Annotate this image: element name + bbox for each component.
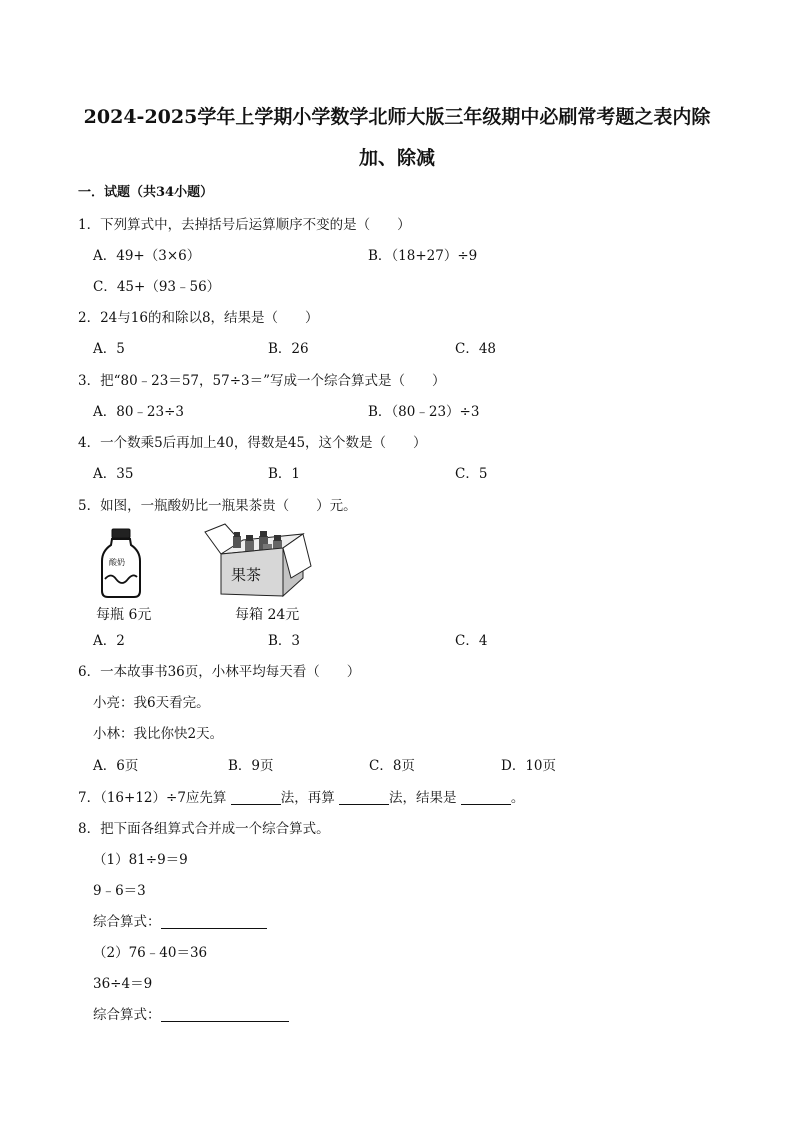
question-7-part-4: 。 — [510, 790, 525, 806]
question-6-line-1: 小亮：我6天看完。 — [93, 695, 210, 711]
question-4-option-b: B．1 — [268, 466, 301, 482]
question-4-option-c: C．5 — [455, 466, 488, 482]
question-1-option-b: B．（18+27）÷9 — [368, 248, 478, 264]
answer-blank-2[interactable] — [161, 1007, 289, 1022]
question-5-option-c: C．4 — [455, 633, 488, 649]
question-7-blank-3[interactable] — [461, 790, 511, 805]
question-1-option-a: A．49+（3×6） — [93, 248, 201, 264]
question-3-option-a: A．80﹣23÷3 — [93, 404, 185, 420]
question-8-sub-1-line-1: （1）81÷9＝9 — [93, 852, 188, 868]
question-2-option-a: A．5 — [93, 341, 125, 357]
question-8-sub-2-answer — [93, 1006, 289, 1024]
question-4-option-a: A．35 — [93, 466, 134, 482]
question-8-stem: 8．把下面各组算式合并成一个综合算式。 — [78, 821, 330, 837]
question-7-part-3: 法，结果是 — [389, 790, 457, 806]
answer-label: 综合算式： — [93, 914, 161, 930]
bottle-label: 酸奶 — [109, 558, 125, 567]
question-6-option-a: A．6页 — [93, 758, 139, 774]
question-1-option-c: C．45+（93﹣56） — [93, 279, 221, 295]
question-5-option-a: A．2 — [93, 633, 125, 649]
box-label: 果茶 — [231, 566, 262, 584]
answer-label: 综合算式： — [93, 1007, 161, 1023]
question-7-blank-2[interactable] — [339, 790, 389, 805]
question-5-stem: 5．如图，一瓶酸奶比一瓶果茶贵（ ）元。 — [78, 498, 357, 514]
question-6-line-2: 小林：我比你快2天。 — [93, 726, 224, 742]
question-6-option-b: B．9页 — [228, 758, 274, 774]
yogurt-bottle-illustration — [100, 527, 142, 599]
question-8-sub-1-line-2: 9﹣6＝3 — [93, 883, 146, 899]
question-6-stem: 6．一本故事书36页，小林平均每天看（ ） — [78, 664, 361, 680]
question-6-option-d: D．10页 — [501, 758, 557, 774]
bottle-price-caption: 每瓶 6元 — [96, 607, 152, 623]
answer-blank-1[interactable] — [161, 914, 267, 929]
question-2-option-c: C．48 — [455, 341, 497, 357]
question-5-option-b: B．3 — [268, 633, 301, 649]
question-7 — [78, 789, 524, 807]
question-4-stem: 4．一个数乘5后再加上40，得数是45，这个数是（ ） — [78, 435, 427, 451]
question-8-sub-1-answer — [93, 913, 267, 931]
question-7-part-1: 7．（16+12）÷7应先算 — [78, 790, 227, 806]
tea-box-illustration — [203, 522, 313, 600]
question-3-option-b: B．（80﹣23）÷3 — [368, 404, 480, 420]
question-6-option-c: C．8页 — [369, 758, 415, 774]
question-7-blank-1[interactable] — [231, 790, 281, 805]
box-price-caption: 每箱 24元 — [235, 607, 300, 623]
question-3-stem: 3．把“80﹣23＝57，57÷3＝”写成一个综合算式是（ ） — [78, 373, 446, 389]
question-2-stem: 2．24与16的和除以8，结果是（ ） — [78, 310, 319, 326]
question-8-sub-2-line-1: （2）76﹣40＝36 — [93, 945, 208, 961]
section-heading: 一．试题（共34小题） — [78, 185, 214, 200]
page-title-line-1: 2024-2025学年上学期小学数学北师大版三年级期中必刷常考题之表内除 — [83, 106, 711, 128]
question-2-option-b: B．26 — [268, 341, 309, 357]
page-title-line-2: 加、除减 — [358, 147, 435, 169]
question-8-sub-2-line-2: 36÷4＝9 — [93, 976, 153, 992]
question-1-stem: 1．下列算式中，去掉括号后运算顺序不变的是（ ） — [78, 217, 411, 233]
question-7-part-2: 法，再算 — [280, 790, 335, 806]
